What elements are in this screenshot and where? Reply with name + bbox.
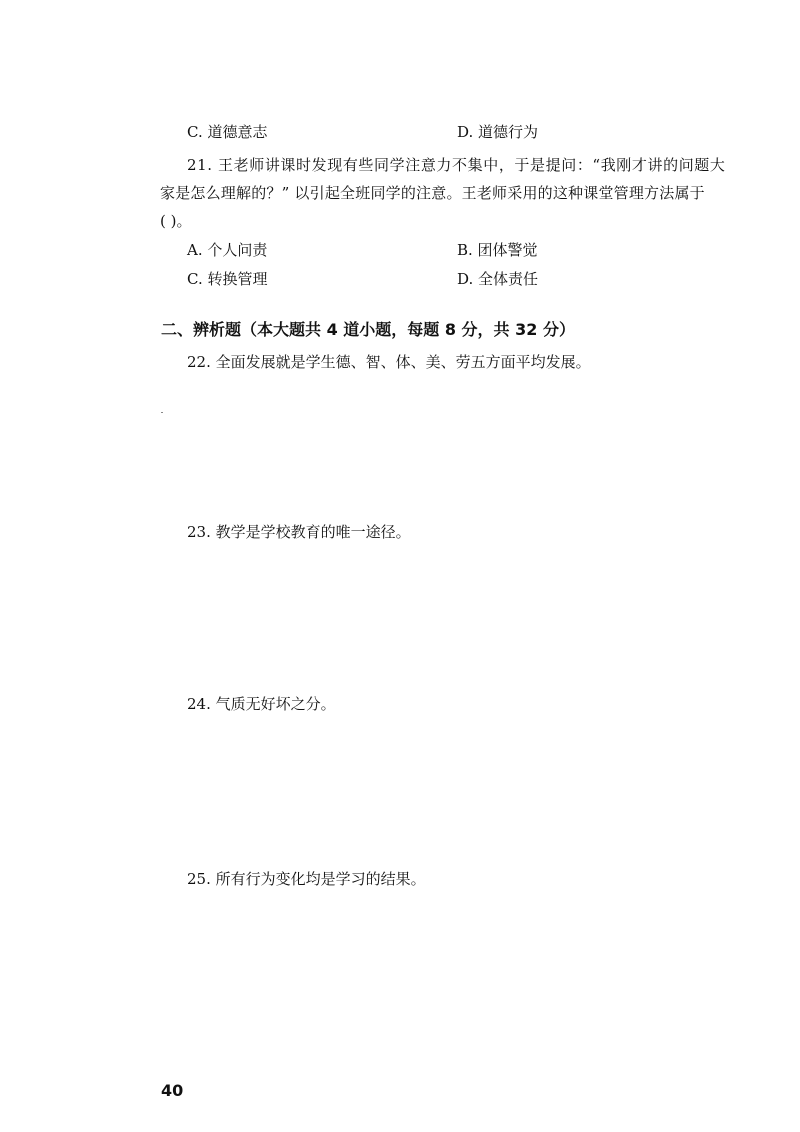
question-22: 22. 全面发展就是学生德、智、体、美、劳五方面平均发展。 <box>187 353 591 371</box>
q20-option-c: C. 道德意志 <box>187 123 268 141</box>
question-24: 24. 气质无好坏之分。 <box>187 695 336 713</box>
q21-stem-line-2: 家是怎么理解的？” 以引起全班同学的注意。王老师采用的这种课堂管理方法属于 <box>160 184 705 202</box>
page-number: 40 <box>161 1081 184 1100</box>
scan-speck <box>161 412 163 413</box>
question-23: 23. 教学是学校教育的唯一途径。 <box>187 523 411 541</box>
question-25: 25. 所有行为变化均是学习的结果。 <box>187 870 426 888</box>
q21-option-a: A. 个人问责 <box>187 241 268 259</box>
q20-option-d: D. 道德行为 <box>457 123 539 141</box>
q21-option-b: B. 团体警觉 <box>457 241 538 259</box>
section-2-heading: 二、辨析题（本大题共 4 道小题，每题 8 分，共 32 分） <box>161 320 575 339</box>
q21-stem-line-3: ( )。 <box>160 212 192 230</box>
q21-option-c: C. 转换管理 <box>187 270 268 288</box>
q21-option-d: D. 全体责任 <box>457 270 539 288</box>
q21-stem-line-1: 21. 王老师讲课时发现有些同学注意力不集中，于是提问：“我刚才讲的问题大 <box>187 156 726 174</box>
